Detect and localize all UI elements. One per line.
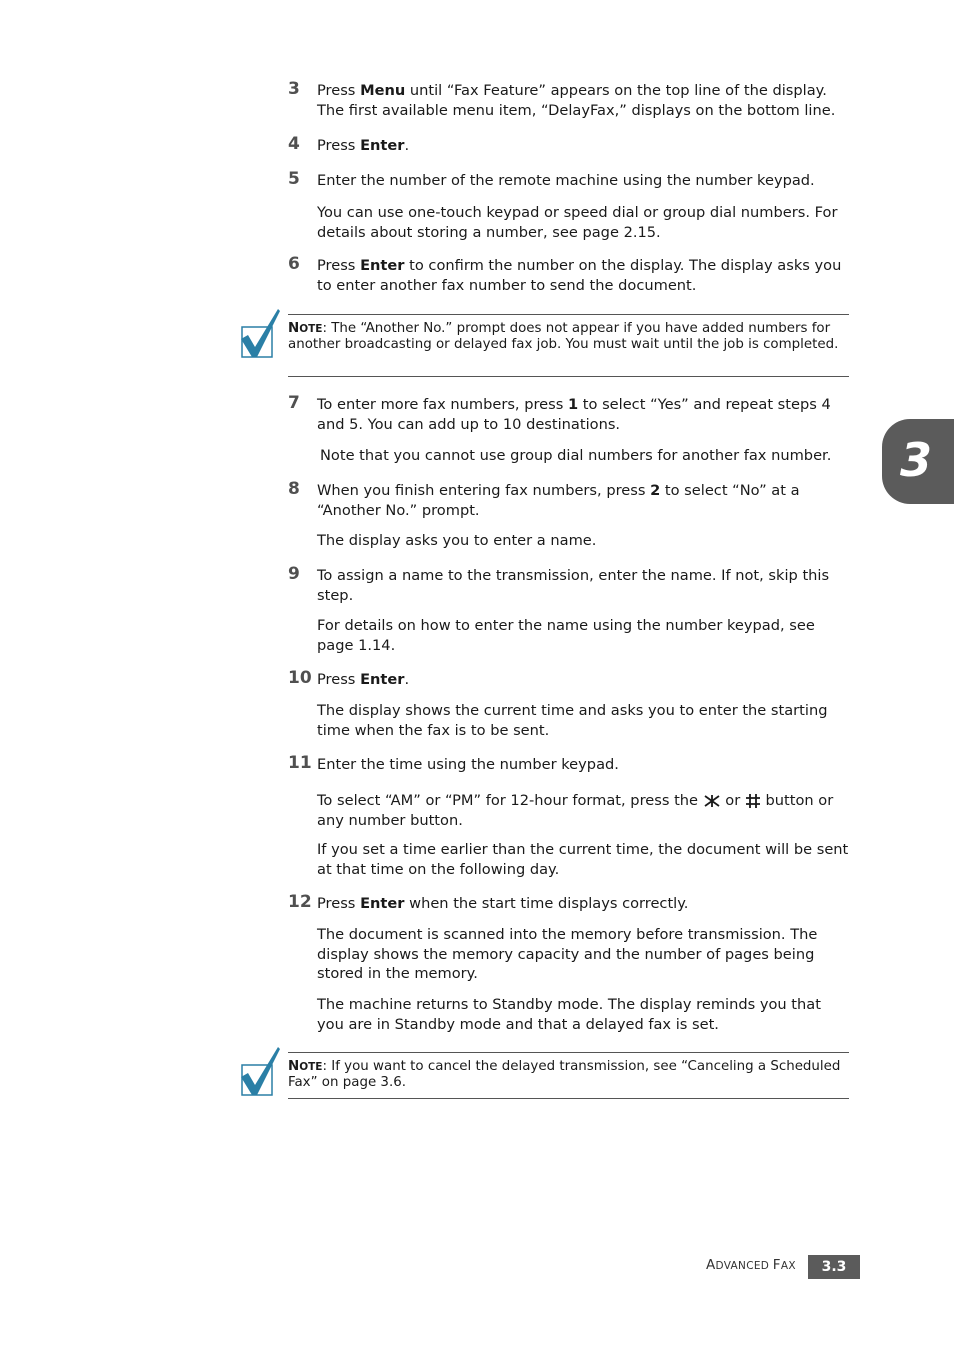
step-number: 12	[288, 892, 312, 912]
step-number: 6	[288, 254, 300, 274]
step-7-detail: Note that you cannot use group dial numbers for another fax number.	[320, 447, 832, 464]
note-label: NOTE	[288, 1059, 323, 1074]
note-bottom-rule	[288, 376, 849, 377]
step-10-text: Press Enter.	[317, 671, 410, 688]
page-number: 3.3	[808, 1255, 860, 1279]
note-top-rule	[288, 1052, 849, 1053]
step-9-text: To assign a name to the transmission, enter the name. If not, skip this step.	[317, 567, 830, 604]
step-11-detail: To select “AM” or “PM” for 12-hour format, press the or button or any number button.	[317, 792, 834, 829]
checkmark-note-icon	[238, 307, 282, 361]
checkmark-note-icon	[238, 1045, 282, 1099]
footer-section-title: ADVANCED FAX	[706, 1257, 796, 1273]
note-bottom-rule	[288, 1098, 849, 1099]
step-9-detail: For details on how to enter the name using the number keypad, see page 1.14.	[317, 617, 815, 654]
step-12-note: The machine returns to Standby mode. The display reminds you that you are in Standby mode and that a delayed fax is set.	[317, 996, 821, 1033]
note-label: NOTE	[288, 321, 323, 336]
step-number: 7	[288, 393, 300, 413]
step-number: 8	[288, 479, 300, 499]
step-3-text: Press Menu until “Fax Feature” appears on the top line of the display. The first available menu item, “DelayFax,” displays on the bottom line.	[317, 82, 836, 119]
step-number: 3	[288, 79, 300, 99]
note-1: NOTE: The “Another No.” prompt does not appear if you have added numbers for another broadcasting or delayed fax job. You must wait until the job is completed.	[288, 321, 839, 353]
step-4-text: Press Enter.	[317, 137, 410, 154]
step-12-text: Press Enter when the start time displays correctly.	[317, 895, 689, 912]
step-6-text: Press Enter to confirm the number on the display. The display asks you to enter another fax number to send the document.	[317, 257, 842, 294]
step-11-note: If you set a time earlier than the current time, the document will be sent at that time on the following day.	[317, 841, 849, 878]
hash-key-icon	[745, 793, 761, 809]
note-top-rule	[288, 314, 849, 315]
step-5-detail: You can use one-touch keypad or speed dial or group dial numbers. For details about storing a number, see page 2.15.	[317, 204, 838, 241]
note-2: NOTE: If you want to cancel the delayed transmission, see “Canceling a Scheduled Fax” on page 3.6.	[288, 1059, 841, 1091]
step-11-text: Enter the time using the number keypad.	[317, 756, 619, 773]
step-8-detail: The display asks you to enter a name.	[317, 532, 597, 549]
step-number: 11	[288, 753, 312, 773]
step-number: 4	[288, 134, 300, 154]
star-key-icon	[703, 793, 721, 809]
step-number: 9	[288, 564, 300, 584]
step-5-text: Enter the number of the remote machine using the number keypad.	[317, 172, 815, 189]
step-10-detail: The display shows the current time and asks you to enter the starting time when the fax is to be sent.	[317, 702, 828, 739]
step-number: 5	[288, 169, 300, 189]
step-12-detail: The document is scanned into the memory before transmission. The display shows the memory capacity and the number of pages being stored in the memory.	[317, 926, 818, 982]
step-number: 10	[288, 668, 312, 688]
step-7-text: To enter more fax numbers, press 1 to select “Yes” and repeat steps 4 and 5. You can add up to 10 destinations.	[317, 396, 831, 433]
step-8-text: When you finish entering fax numbers, press 2 to select “No” at a “Another No.” prompt.	[317, 482, 800, 519]
chapter-tab: 3	[882, 419, 954, 504]
